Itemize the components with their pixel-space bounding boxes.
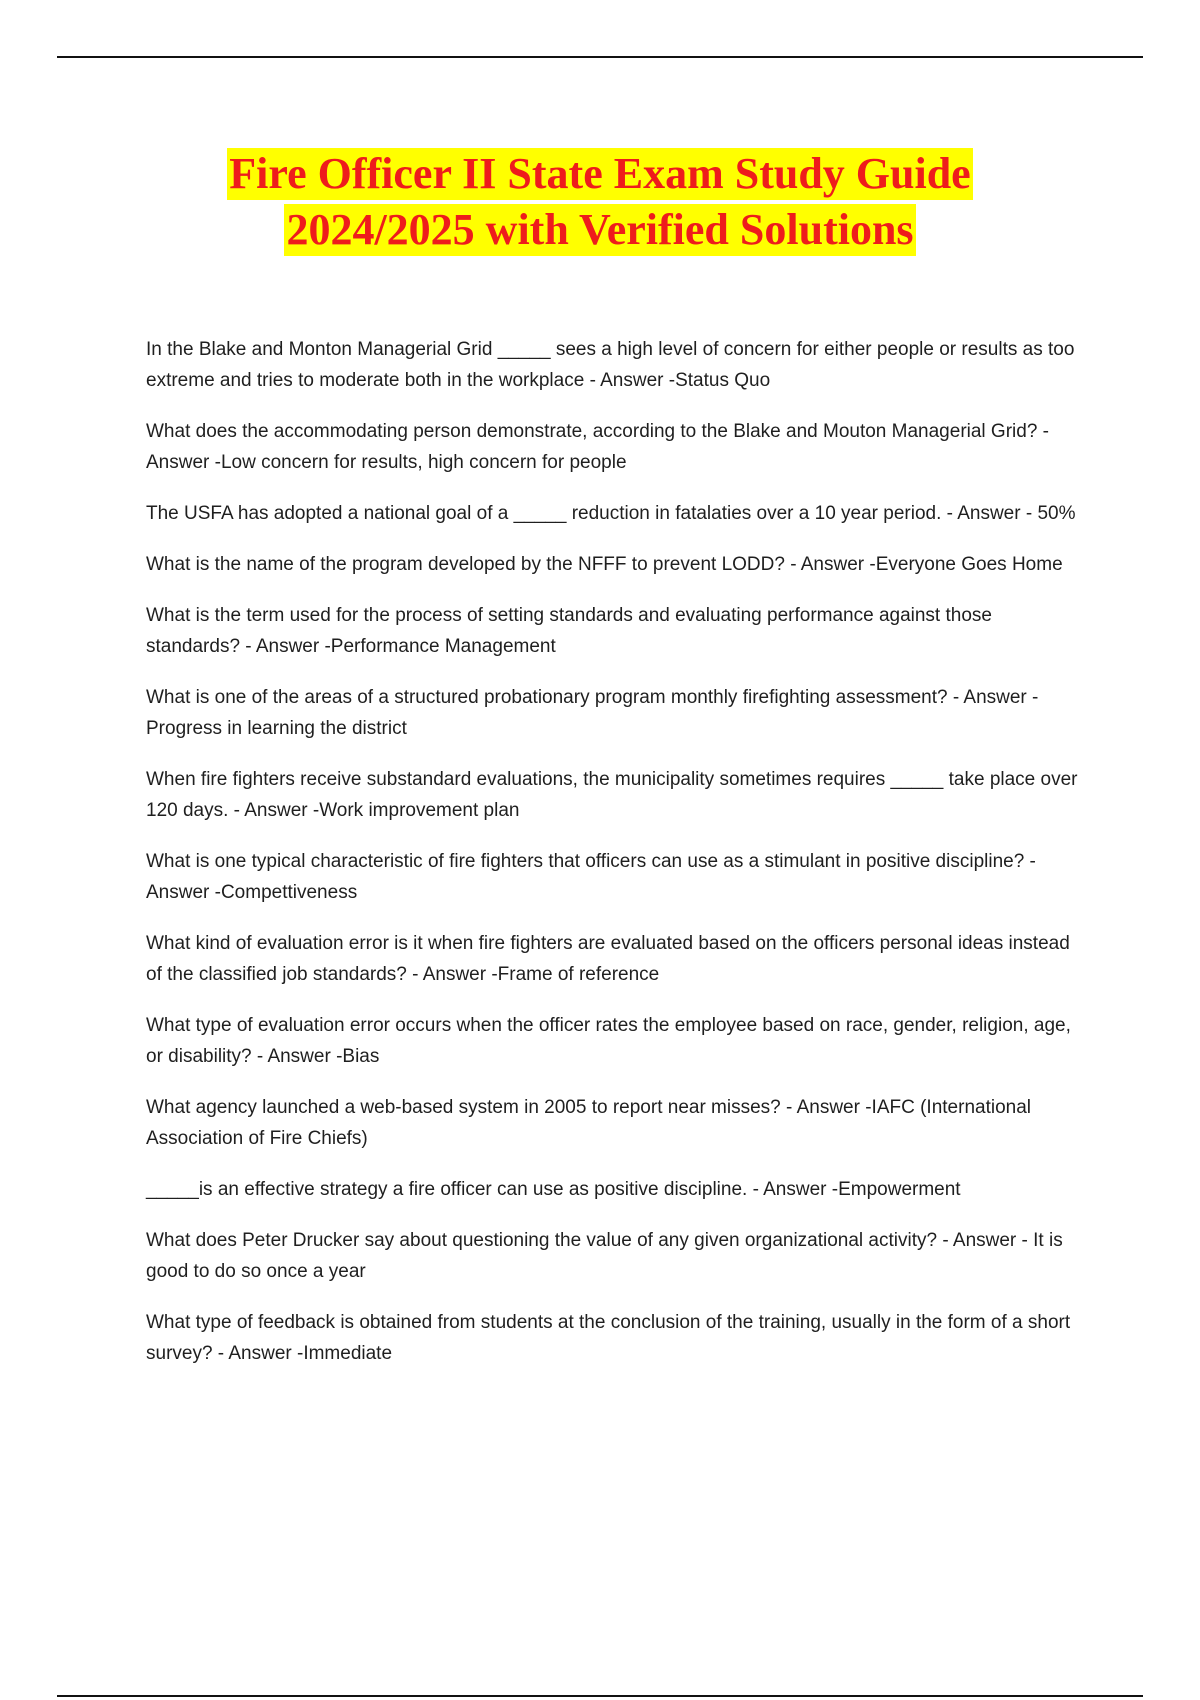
qa-item: What type of feedback is obtained from students at the conclusion of the training, usually in the form of a short survey? - Answer -Immediate bbox=[146, 1312, 1071, 1364]
qa-item: What is one typical characteristic of fire fighters that officers can use as a stimulant in positive discipline? - Answer -Compettiveness bbox=[146, 851, 1036, 903]
qa-item: What does Peter Drucker say about questioning the value of any given organizational activity? - Answer - It is good to do so once a year bbox=[146, 1230, 1063, 1282]
qa-item: What agency launched a web-based system in 2005 to report near misses? - Answer -IAFC (International Association of Fire Chiefs) bbox=[146, 1097, 1031, 1149]
qa-item: What is the term used for the process of setting standards and evaluating performance against those standards? - Answer -Performance Management bbox=[146, 605, 992, 657]
qa-item: The USFA has adopted a national goal of a _____ reduction in fatalaties over a 10 year period. - Answer - 50% bbox=[146, 503, 1076, 524]
qa-item: When fire fighters receive substandard evaluations, the municipality sometimes requires _____ take place over 120 days. - Answer -Work improvement plan bbox=[146, 769, 1078, 821]
qa-item: _____is an effective strategy a fire officer can use as positive discipline. - Answer -Empowerment bbox=[146, 1179, 961, 1200]
qa-item: What kind of evaluation error is it when fire fighters are evaluated based on the officers personal ideas instead of the classified job standards? - Answer -Frame of reference bbox=[146, 933, 1070, 985]
question-answer-list bbox=[146, 334, 1086, 1389]
title-line-1: Fire Officer II State Exam Study Guide bbox=[229, 149, 971, 198]
bottom-rule bbox=[57, 1695, 1143, 1697]
qa-item: What is the name of the program developed by the NFFF to prevent LODD? - Answer -Everyone Goes Home bbox=[146, 554, 1063, 575]
title-line-2: 2024/2025 with Verified Solutions bbox=[286, 205, 914, 254]
qa-item: What is one of the areas of a structured probationary program monthly firefighting assessment? - Answer -Progress in learning the district bbox=[146, 687, 1039, 739]
top-rule bbox=[57, 56, 1143, 58]
qa-item: What does the accommodating person demonstrate, according to the Blake and Mouton Managerial Grid? - Answer -Low concern for results, high concern for people bbox=[146, 421, 1050, 473]
qa-item: In the Blake and Monton Managerial Grid _____ sees a high level of concern for either people or results as too extreme and tries to moderate both in the workplace - Answer -Status Quo bbox=[146, 339, 1075, 391]
document-title bbox=[0, 146, 1200, 258]
qa-item: What type of evaluation error occurs when the officer rates the employee based on race, gender, religion, age, or disability? - Answer -Bias bbox=[146, 1015, 1071, 1067]
